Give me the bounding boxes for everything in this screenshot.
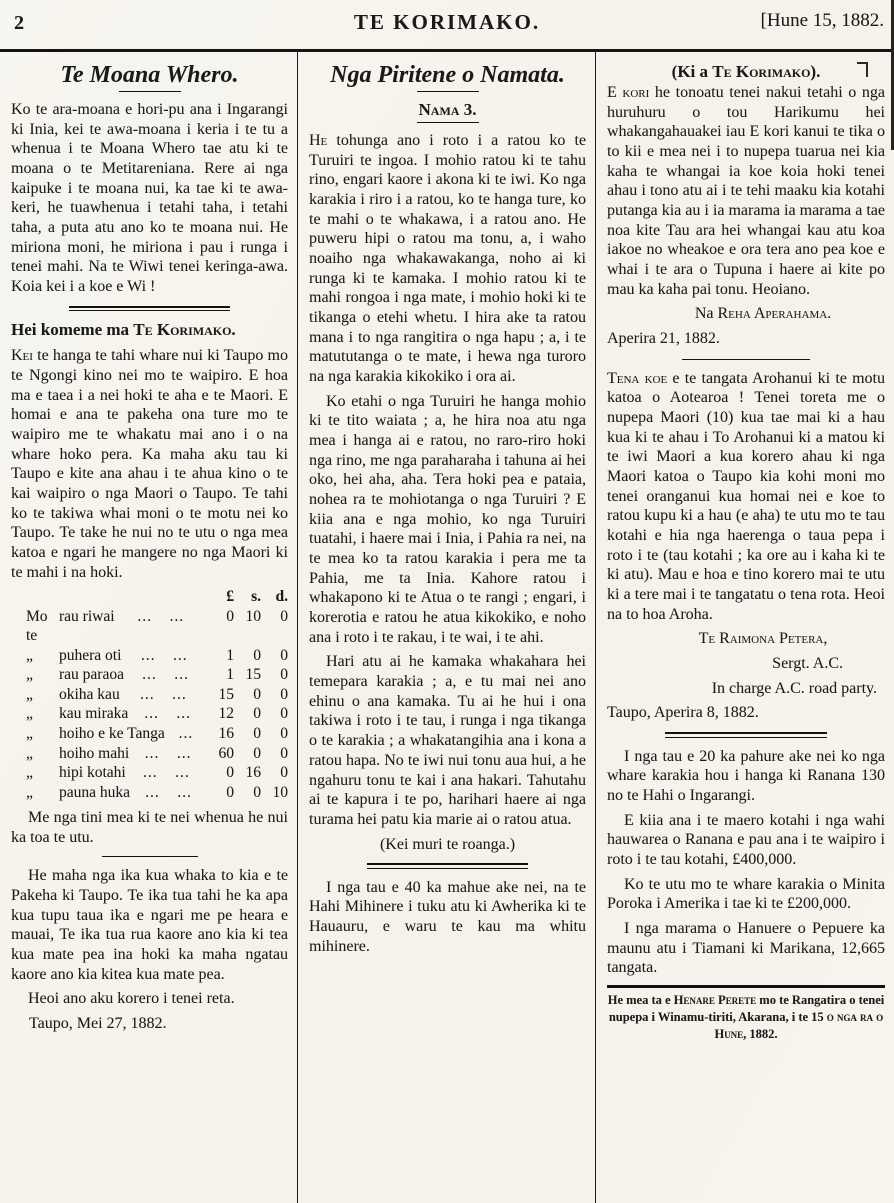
shillings-value: 0	[253, 783, 261, 801]
row-item: hoiho e ke Tanga	[59, 724, 165, 742]
signature-name: Te Raimona Petera,	[698, 630, 828, 648]
imprint-text: , 1882.	[743, 1026, 778, 1041]
printer-imprint	[607, 992, 885, 1043]
title-rule	[119, 91, 181, 92]
issue-date: [Hune 15, 1882.	[760, 10, 884, 31]
column-header-shillings: s.	[251, 588, 261, 606]
shillings-value: 15	[245, 666, 261, 684]
heading-text: Hei komeme ma	[11, 320, 134, 340]
shillings-value: 0	[253, 744, 261, 762]
dot-leader: ... ...	[142, 666, 189, 684]
shillings-value: 16	[245, 764, 261, 782]
price-row	[11, 724, 288, 744]
column-2	[298, 52, 595, 1203]
news-item: I nga tau e 40 ka mahue ake nei, na te Hahi Mihinere i tuku atu ki Awherika ki te Hauauru, e waru te kau ma whitu mihinere.	[309, 878, 586, 955]
paragraph-text: tohunga ano i roto i a ratou ko te Turuiri te ingoa. I mohio ratou ki te tahu rino, engari kaore i akona ki te iwi. Ko nga karakia i riro i a ratou, ko te hanga ture, ko te mahi o te whakawa, i a ratou ano. He puweru hipi o ratou ma tonu, a, i waho noaiho nga whakawakanga, noho ai ki runga ki te kamaka. I mohio ratou ki te mahi rongoa i nga mate, i mohio hoki ki te tikanga o etehi whetu. I hira ake ta ratou mana i to nga rangitira o nga hapu ; a, i te matututanga o te mate, i hewa nga turoro na nga karakia kikokiko i ora ai.	[309, 132, 586, 386]
pounds-value: 12	[218, 705, 234, 723]
paragraph: Ko te ara-moana e hori-pu ana i Ingarangi ki Inia, kei te awa-moana i keria i te tu a whenua i te Moana Whero tae atu ki te moana o te Metitareniana. Rere ai nga kaipuke i te moana nui, ka tae ki te awa-keri, he tuawhenua i tetahi taha, i tetahi taha, a puta atu ano ko te moana nui. He miriona moni, he miriona i pau i runga i tenei mahi. Na te Wiwi tenei keringa-awa. Koia kei i a koe e Wi !	[11, 101, 288, 296]
section-divider	[682, 359, 810, 360]
news-item: I nga tau e 20 ka pahure ake nei ko nga whare karakia hou i hanga ki Ranana 130 no te Hahi o Ingarangi.	[607, 747, 885, 805]
paragraph: Heoi ano aku korero i tenei reta.	[28, 990, 235, 1008]
dot-leader: ... ...	[140, 646, 188, 664]
price-row	[11, 744, 288, 764]
signature-name: Reha Aperahama.	[717, 305, 832, 323]
shillings-value: 0	[253, 705, 261, 723]
shillings-value: 0	[253, 724, 261, 742]
dot-leader: ... ...	[145, 783, 192, 801]
row-prefix: „	[26, 724, 33, 742]
row-item: kau miraka	[59, 705, 129, 723]
letter-heading-ki-a-te-korimako	[607, 62, 885, 82]
paragraph: Hari atu ai he kamaka whakahara hei temepara karakia ; a, e tu mai nei ano ehinu o ana kamaka. Tu ai he hui i ona takiwa i roto i te tau, i runga i nga tikanga o te karakia ; a whakatangihia ana i kona a ratou hapa. No te iwi nui tonu aua hui, a he ngahuru tonu te kai i ana hakari. Tahutahu ai te kapura i te po, harihari haere ai nga turama hei patu kia marie ai o ratou atua.	[309, 653, 586, 828]
row-prefix: „	[26, 666, 33, 684]
row-item: okiha kau	[59, 685, 120, 703]
row-item: puhera oti	[59, 646, 122, 664]
dot-leader: ... ...	[137, 607, 185, 625]
signature-role: In charge A.C. road party.	[711, 679, 877, 697]
dot-leader: ... ...	[144, 705, 192, 723]
heading-smallcaps: Te Korimako	[712, 62, 811, 81]
row-prefix: Mo te	[26, 607, 48, 645]
row-prefix: „	[26, 705, 33, 723]
shillings-value: 0	[253, 685, 261, 703]
price-row	[11, 763, 288, 783]
imprint-rule	[607, 985, 885, 988]
pounds-value: 0	[226, 764, 234, 782]
row-prefix: „	[26, 685, 33, 703]
title-rule	[417, 91, 479, 92]
paragraph-text: e te tangata Arohanui ki te motu katoa o Aotearoa ! Tenei toreta me o nupepa Maori (10) kua tae mai ki a hau kua ki te ahau i To Arohanui ki a matou ki te iwi Maori a kua korero ahau ki nga Maori katoa o Taupo kia kohi moni mo tenei oranganui kua homai nei e koe to ratou kupu ki a hau (e aha) te utu mo te tau kotahi e hia nga haerenga o taua pepa i roto i te (tau kotahi ; ka ore au i kaha ki te ki atu). Mau e hoa e tino korero mai te utu ki a tere mai i te tangatatu o tena rota. Heoi na to hoa Aroha.	[607, 369, 885, 623]
paragraph	[11, 346, 288, 582]
pence-value: 0	[280, 764, 288, 782]
imprint-smallcaps: o nga ra o Hune	[714, 1010, 884, 1041]
pounds-value: 1	[226, 666, 234, 684]
heading-smallcaps: Te Korimako.	[133, 320, 236, 340]
pence-value: 0	[280, 724, 288, 742]
price-row	[11, 646, 288, 666]
row-prefix: „	[26, 744, 33, 762]
lead-word: He	[309, 132, 328, 149]
page-number: 2	[14, 12, 24, 34]
pounds-value: 60	[218, 744, 234, 762]
paragraph	[309, 131, 586, 387]
pounds-value: 16	[218, 724, 234, 742]
paragraph: Me nga tini mea ki te nei whenua he nui ka toa te utu.	[11, 809, 288, 846]
column-3	[596, 52, 894, 1203]
pence-value: 0	[280, 705, 288, 723]
shillings-value: 0	[253, 646, 261, 664]
price-row	[11, 685, 288, 705]
price-row	[11, 704, 288, 724]
paragraph-text: te hanga te tahi whare nui ki Taupo mo te Ngongi kino nei mo te waipiro. E hoa ma e taea i a nei hoki te aha e te Maori. E homai e ana te pakeha ona ture mo te waipiro me te whakatu mai ano i o na whare hoko pera. Ka maha aku tau ki Taupo e kite ana ahau i te ahua kino o te kai waipiro o nga Maori o Taupo. Te tahi ko te takiwa whai moni o te motu nei ko Taupo. Te take he nui no te utu o nga mea katoa e ngari he mangere no nga Maori ki te mahi i na hoki.	[11, 347, 288, 581]
dot-leader: ... ...	[142, 764, 190, 782]
pence-value: 0	[280, 646, 288, 664]
news-item: I nga marama o Hanuere o Pepuere ka maunu atu i Tiamani ki Marikana, 12,665 tangata.	[607, 920, 885, 977]
signature-rank: Sergt. A.C.	[772, 655, 843, 673]
row-prefix: „	[26, 764, 33, 782]
signature	[607, 304, 885, 324]
continuation-note: (Kei muri te roanga.)	[379, 835, 516, 853]
page-header	[0, 0, 894, 46]
pounds-value: 0	[226, 783, 234, 801]
section-divider	[102, 856, 198, 857]
news-item: Ko te utu mo te whare karakia o Minita Poroka i Amerika i tae ki te £200,000.	[607, 875, 885, 913]
price-table	[11, 587, 288, 802]
lead-word: E kori	[607, 84, 650, 101]
paragraph	[607, 369, 885, 625]
imprint-text: He mea ta e	[607, 993, 674, 1008]
article-heading-hei-komeme	[11, 320, 288, 340]
pence-value: 0	[280, 666, 288, 684]
column-1	[0, 52, 297, 1203]
column-layout	[0, 52, 894, 1203]
article-subtitle-nama-3: Nama 3.	[418, 100, 477, 119]
signature-date: Aperira 21, 1882.	[607, 330, 720, 348]
dot-leader: ...	[178, 724, 194, 742]
imprint-text: mo te Rangatira o tenei nupepa i Winamu-tiriti, Akarana, i te 15	[608, 993, 885, 1025]
heading-text: ).	[810, 62, 821, 81]
paragraph-text: he tonoatu tenei nakui tetahi o nga huruhuru o tou Harikumu hei whakangahauakei iau E kori kanui te tika o to kii e mea nei i to nupepa tuarua nei kia kaha te whangai ia koe koia hoki tenei ahau i tono atu ai i te tehi maaku kia kotahi putanga kia au i ia marama ia marama a tae noa kite Tau ara hei whangai kau atu koa iakoe no wheakoe e ora tera ano pea koe e whai i te ara o Tupuna i haere ai kite po mau ka kaha pai tonu. Heoiano.	[607, 84, 885, 298]
shillings-value: 10	[245, 607, 261, 625]
pounds-value: 1	[226, 646, 234, 664]
article-title-nga-piritene: Nga Piritene o Namata.	[330, 62, 565, 88]
article-title-te-moana-whero: Te Moana Whero.	[60, 62, 239, 88]
pence-value: 0	[280, 607, 288, 625]
heading-text: (Ki a	[671, 62, 713, 81]
signature-place: Taupo, Aperira 8, 1882.	[607, 704, 759, 722]
section-divider	[367, 863, 528, 869]
paragraph: Ko etahi o nga Turuiri he hanga mohio ki te tito waiata ; a, he hira noa atu nga mea i hanga ai e ratou, no raro-riro hoki nga rino, me nga paraharaha i tahuna ai hei oko, hei aha, aha. Tera hoki pea e pataia, nohea ra te mohiotanga o nga Turuiri ? E kiia ana e nga mohio, ko nga Turuiri tuatahi, i haere mai i Inia, i Pahia ra nei, na te mea ko ta ratou karakia i pera me ta Pahia, me ta Inia. Kahore ratou i whakapono ki te Atua o te rangi ; engari, i korerotia e ratou he atua kikokiko, e noho ana i roto i te rakau, i te wai, i te ahi.	[309, 392, 586, 646]
news-item: E kiia ana i te maero kotahi i nga wahi hauwarea o Ranana e pau ana i te waipiro i roto i te tau kotahi, £400,000.	[607, 811, 885, 869]
imprint-smallcaps: Henare Perete	[673, 993, 757, 1008]
row-item: hipi kotahi	[59, 764, 126, 782]
price-row	[11, 783, 288, 803]
lead-word: Tena koe	[607, 369, 668, 387]
masthead-title: TE KORIMAKO.	[353, 10, 541, 34]
price-table-header	[11, 587, 288, 607]
pounds-value: 15	[218, 685, 234, 703]
dateline: Taupo, Mei 27, 1882.	[29, 1015, 167, 1033]
signature-prefix: Na	[694, 305, 718, 323]
section-divider	[69, 306, 230, 312]
lead-word: Kei	[11, 347, 33, 365]
row-item: rau riwai	[59, 607, 115, 625]
price-row	[11, 607, 288, 646]
print-artifact-mark	[857, 62, 868, 77]
row-item: rau paraoa	[59, 666, 124, 684]
paragraph	[607, 83, 885, 299]
column-header-pounds: £	[226, 588, 234, 606]
pounds-value: 0	[226, 607, 234, 625]
row-prefix: „	[26, 646, 33, 664]
row-item: pauna huka	[59, 783, 131, 801]
row-item: hoiho mahi	[59, 744, 130, 762]
paragraph: He maha nga ika kua whaka to kia e te Pakeha ki Taupo. Te ika tua tahi he ka apa kua tupu taua ika e ngari me pe heara e mauai, Te ika tua rua kaore ano kia ki tea kua mate pea ina hoki ka maha ngatau kaore ano kia kitea kua mate pea.	[11, 867, 288, 983]
price-row	[11, 665, 288, 685]
section-divider	[665, 732, 826, 738]
column-header-pence: d.	[275, 588, 288, 606]
subtitle-rule	[417, 122, 479, 123]
dot-leader: ... ...	[144, 744, 192, 762]
pence-value: 10	[272, 783, 288, 801]
pence-value: 0	[280, 685, 288, 703]
dot-leader: ... ...	[139, 685, 187, 703]
row-prefix: „	[26, 783, 33, 801]
pence-value: 0	[280, 744, 288, 762]
